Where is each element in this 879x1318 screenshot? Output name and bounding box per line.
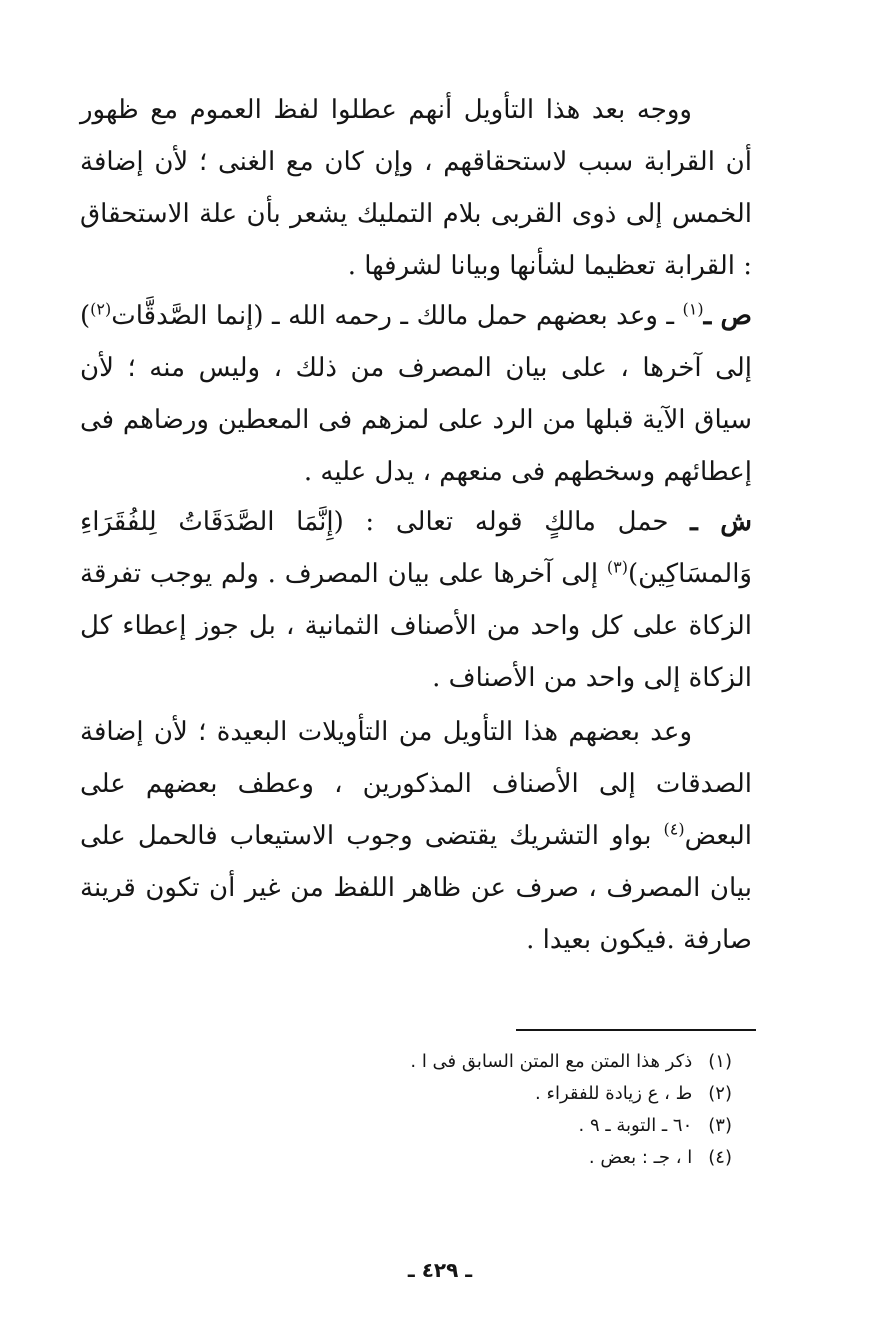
paragraph-2-lead: ص ـ: [703, 301, 752, 331]
footnote-text: ذكر هذا المتن مع المتن السابق فى ا .: [410, 1051, 693, 1072]
footnote-item: [300, 1046, 732, 1078]
paragraph-4-text-a: وعد بعضهم هذا التأويل من التأويلات البعيدة ؛ لأن إضافة الصدقات إلى الأصناف المذكورين ، وعطف بعضهم على البعض: [80, 717, 752, 851]
paragraph-3-lead: ش ـ: [690, 507, 752, 537]
footnote-number: (٤): [708, 1147, 732, 1168]
footnote-item: [300, 1110, 732, 1142]
paragraph-2-text-a: ـ وعد بعضهم حمل مالك ـ رحمه الله ـ (إنما الصَّدقَّات: [111, 301, 683, 331]
paragraph-2-text-b: ) إلى آخرها ، على بيان المصرف من ذلك ، وليس منه ؛ لأن سياق الآية قبلها من الرد على لمزهم فى المعطين ورضاهم فى إعطائهم وسخطهم فى منعهم ، يدل عليه .: [80, 301, 752, 487]
footnotes-list: [300, 1046, 732, 1174]
page-number: ـ ٤٢٩ ـ: [407, 1258, 473, 1282]
paragraph-1: [80, 84, 752, 292]
paragraph-2: [80, 290, 752, 498]
paragraph-4-text-b: بواو التشريك يقتضى وجوب الاستيعاب فالحمل على بيان المصرف ، صرف عن ظاهر اللفظ من غير أن تكون قرينة صارفة .فيكون بعيدا .: [80, 821, 752, 955]
paragraph-4: [80, 706, 752, 966]
footnote-text: ط ، ع زيادة للفقراء .: [535, 1083, 693, 1104]
paragraph-3: [80, 496, 752, 704]
footnote-text: ا ، جـ : بعض .: [588, 1147, 693, 1168]
footnote-divider: [516, 1029, 756, 1031]
paragraph-1-text: ووجه بعد هذا التأويل أنهم عطلوا لفظ العموم مع ظهور أن القرابة سبب لاستحقاقهم ، وإن كان مع الغنى ؛ لأن إضافة الخمس إلى ذوى القربى بلام التمليك يشعر بأن علة الاستحقاق : القرابة تعظيما لشأنها وبيانا لشرفها .: [80, 95, 752, 281]
paragraph-3-text-a: حمل مالكٍ قوله تعالى : (إِنَّمَا الصَّدَقَاتُ لِلفُقَرَاءِ وَالمسَاكِين): [80, 507, 752, 589]
footnote-text: ٦٠ ـ التوبة ـ ٩ .: [578, 1115, 693, 1136]
paragraph-3-text-b: إلى آخرها على بيان المصرف . ولم يوجب تفرقة الزكاة على كل واحد من الأصناف الثمانية ، بل جوز إعطاء كل الزكاة إلى واحد من الأصناف .: [80, 559, 752, 693]
footnote-item: [300, 1142, 732, 1174]
footnote-number: (٢): [708, 1083, 732, 1104]
footnote-number: (٣): [708, 1115, 732, 1136]
footnote-ref-3: (٣): [606, 557, 628, 577]
footnote-ref-2: (٢): [90, 299, 112, 319]
footnote-ref-1: (١): [682, 299, 704, 319]
footnote-item: [300, 1078, 732, 1110]
footnote-ref-4: (٤): [663, 819, 685, 839]
footnote-number: (١): [708, 1051, 732, 1072]
